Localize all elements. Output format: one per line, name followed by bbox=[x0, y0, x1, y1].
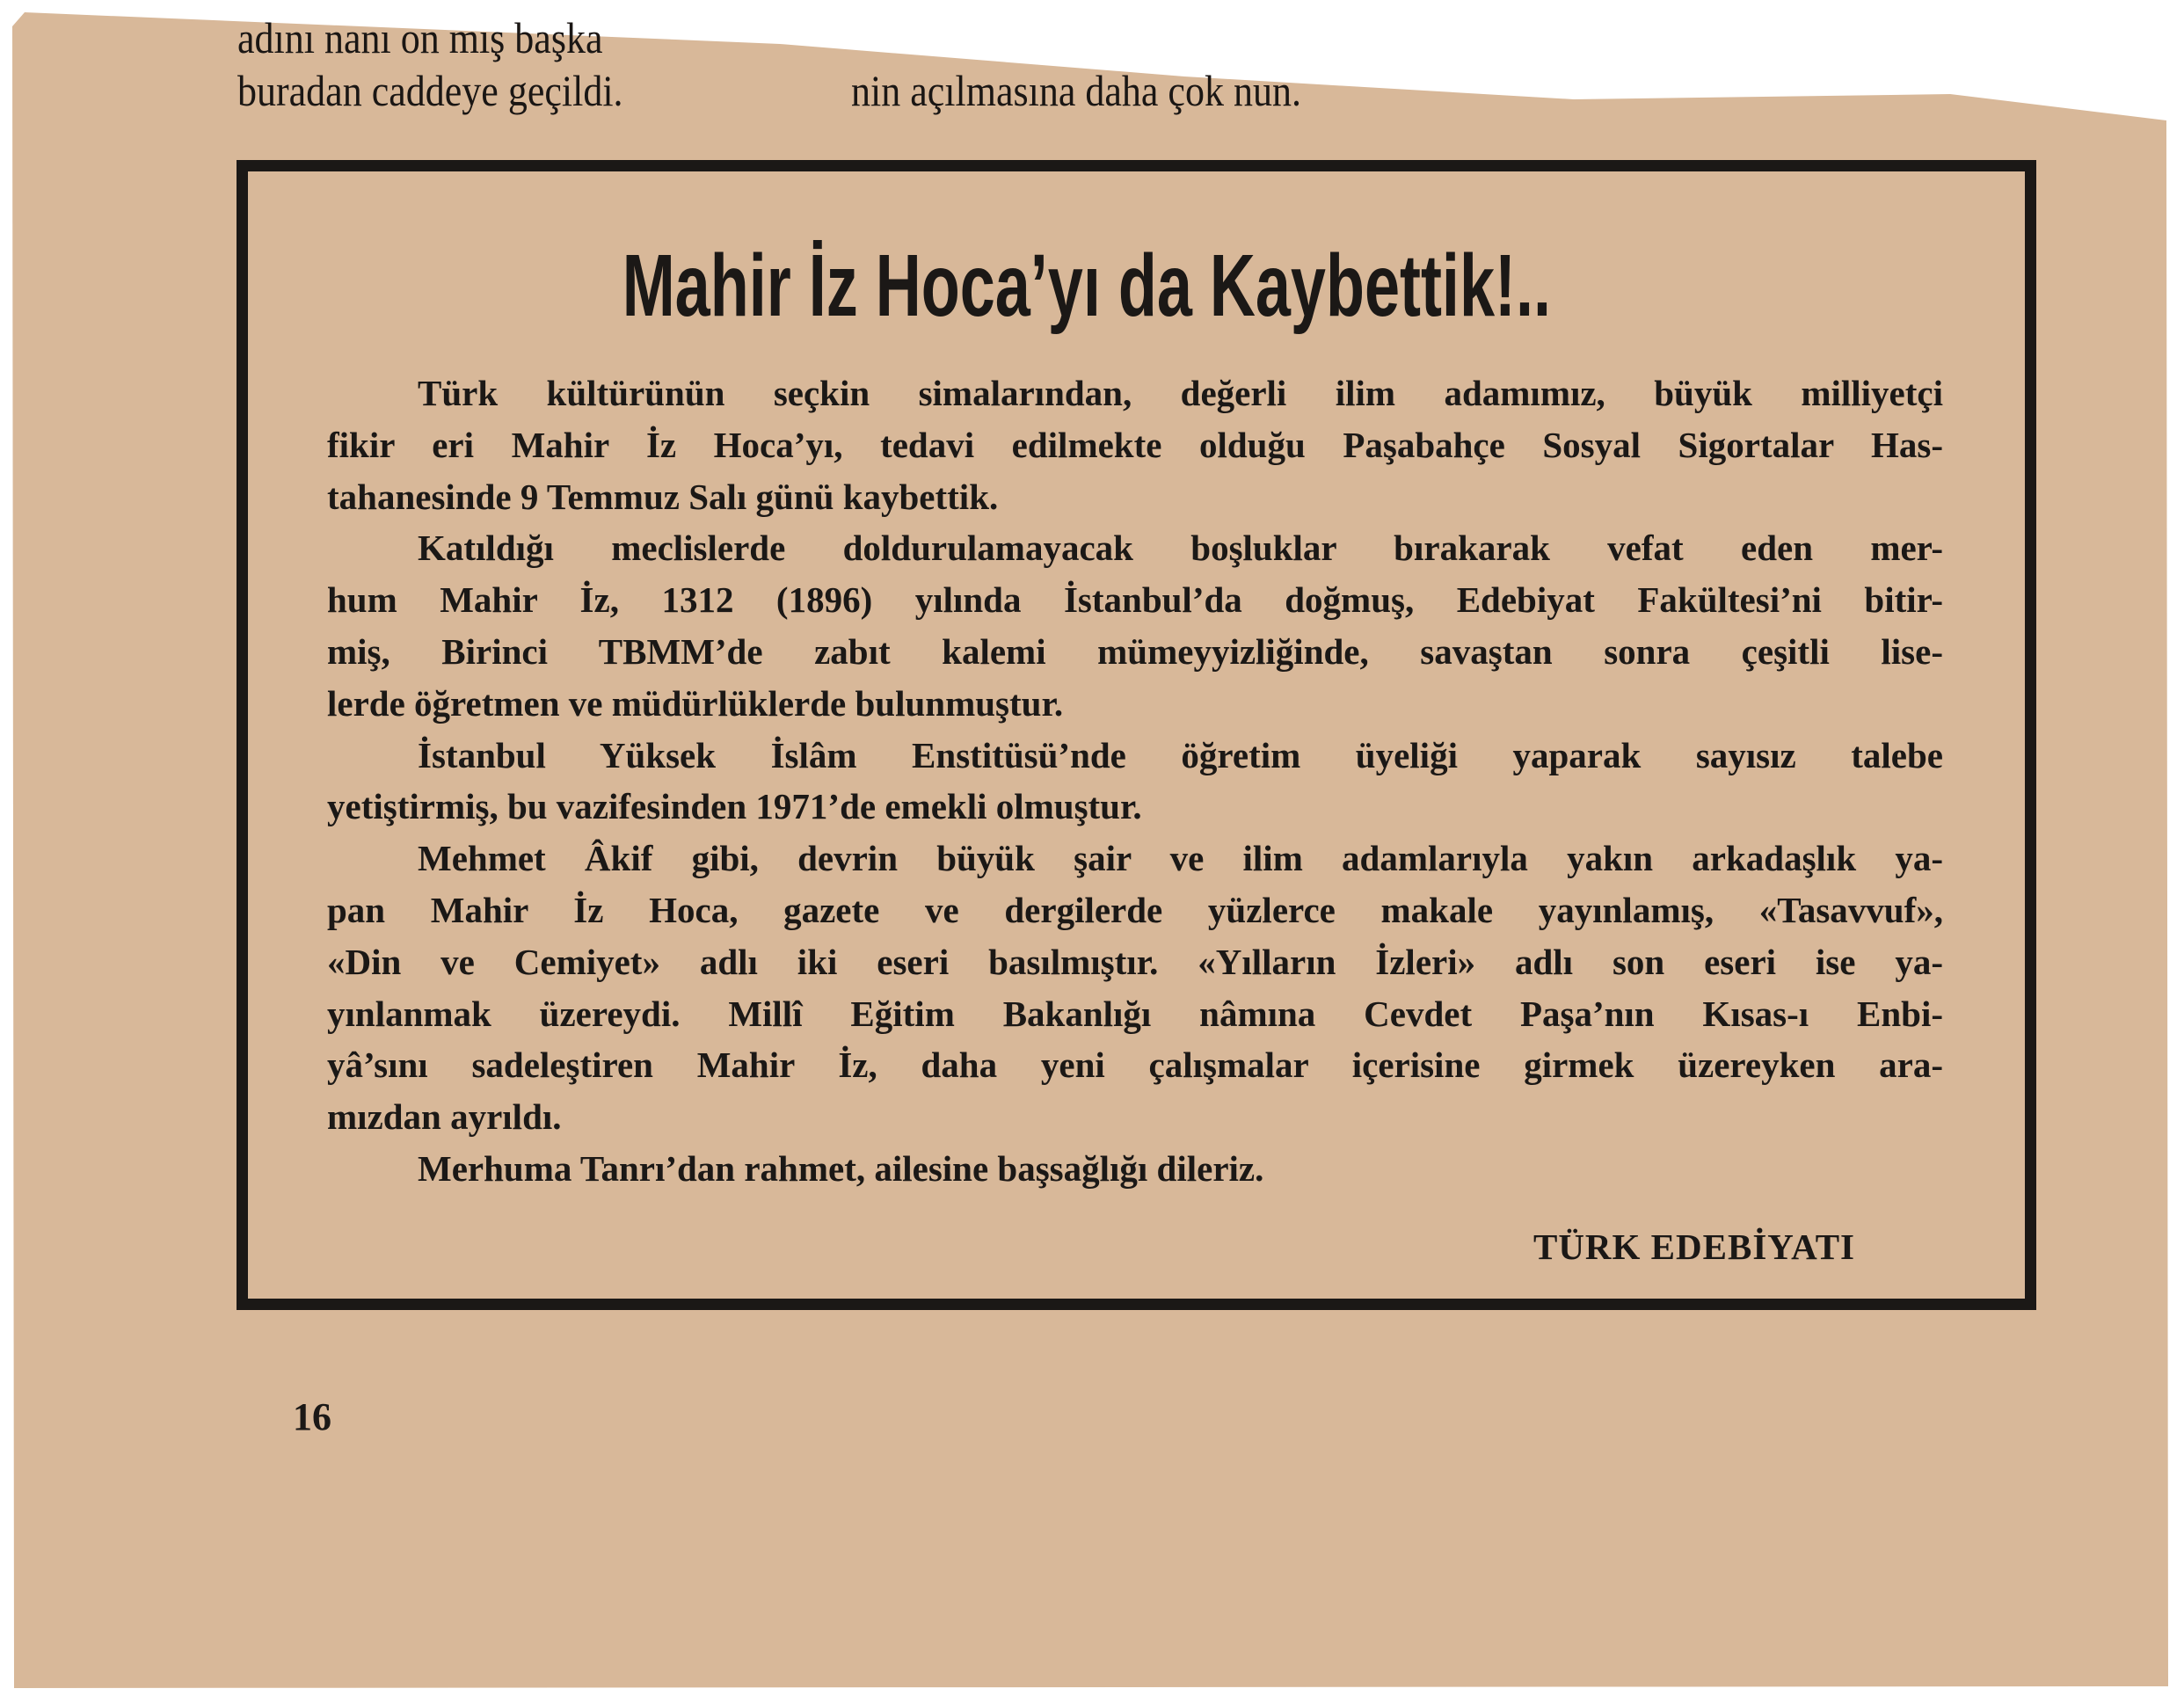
text-line: İstanbul Yüksek İslâm Enstitüsü’nde öğretim üyeliği yaparak sayısız talebe bbox=[418, 734, 1943, 775]
obituary-title: Mahir İz Hoca’yı da Kaybettik!.. bbox=[622, 237, 1551, 335]
text-line: hum Mahir İz, 1312 (1896) yılında İstanbul’da doğmuş, Edebiyat Fakültesi’ni bitir- bbox=[327, 579, 1943, 621]
page-number: 16 bbox=[293, 1395, 331, 1438]
text-line: lerde öğretmen ve müdürlüklerde bulunmuştur. bbox=[327, 682, 1064, 724]
text-line: «Din ve Cemiyet» adlı iki eseri basılmıştır. «Yılların İzleri» adlı son eseri ise ya- bbox=[327, 941, 1943, 982]
text-line: Katıldığı meclislerde doldurulamayacak boşluklar bırakarak vefat eden mer- bbox=[418, 528, 1943, 569]
signature: TÜRK EDEBİYATI bbox=[1532, 1227, 1855, 1267]
clipped-previous-line: adını nanı on mış başka bbox=[237, 13, 603, 62]
text-line: pan Mahir İz Hoca, gazete ve dergilerde yüzlerce makale yayınlamış, «Tasavvuf», bbox=[327, 889, 1943, 930]
obituary-body bbox=[327, 368, 1943, 1195]
text-line: yetiştirmiş, bu vazifesinden 1971’de emekli olmuştur. bbox=[327, 786, 1142, 827]
text-line: mızdan ayrıldı. bbox=[327, 1096, 562, 1138]
text-line: fikir eri Mahir İz Hoca’yı, tedavi edilmekte olduğu Paşabahçe Sosyal Sigortalar Has- bbox=[327, 424, 1943, 465]
previous-article-right-line: nin açılmasına daha çok nun. bbox=[851, 66, 1301, 115]
text-line: Türk kültürünün seçkin simalarından, değerli ilim adamımız, büyük milliyetçi bbox=[418, 373, 1943, 413]
previous-article-left-line: buradan caddeye geçildi. bbox=[237, 66, 623, 115]
text-line: miş, Birinci TBMM’de zabıt kalemi mümeyyizliğinde, savaştan sonra çeşitli lise- bbox=[327, 630, 1943, 672]
text-line: Mehmet Âkif gibi, devrin büyük şair ve ilim adamlarıyla yakın arkadaşlık ya- bbox=[418, 838, 1943, 879]
text-line: Merhuma Tanrı’dan rahmet, ailesine başsağlığı dileriz. bbox=[418, 1147, 1264, 1189]
text-line: yınlanmak üzereydi. Millî Eğitim Bakanlığı nâmına Cevdet Paşa’nın Kısas-ı Enbi- bbox=[327, 993, 1943, 1034]
text-line: tahanesinde 9 Temmuz Salı günü kaybettik. bbox=[327, 476, 999, 517]
text-line: yâ’sını sadeleştiren Mahir İz, daha yeni çalışmalar içerisine girmek üzereyken ara- bbox=[327, 1045, 1943, 1086]
